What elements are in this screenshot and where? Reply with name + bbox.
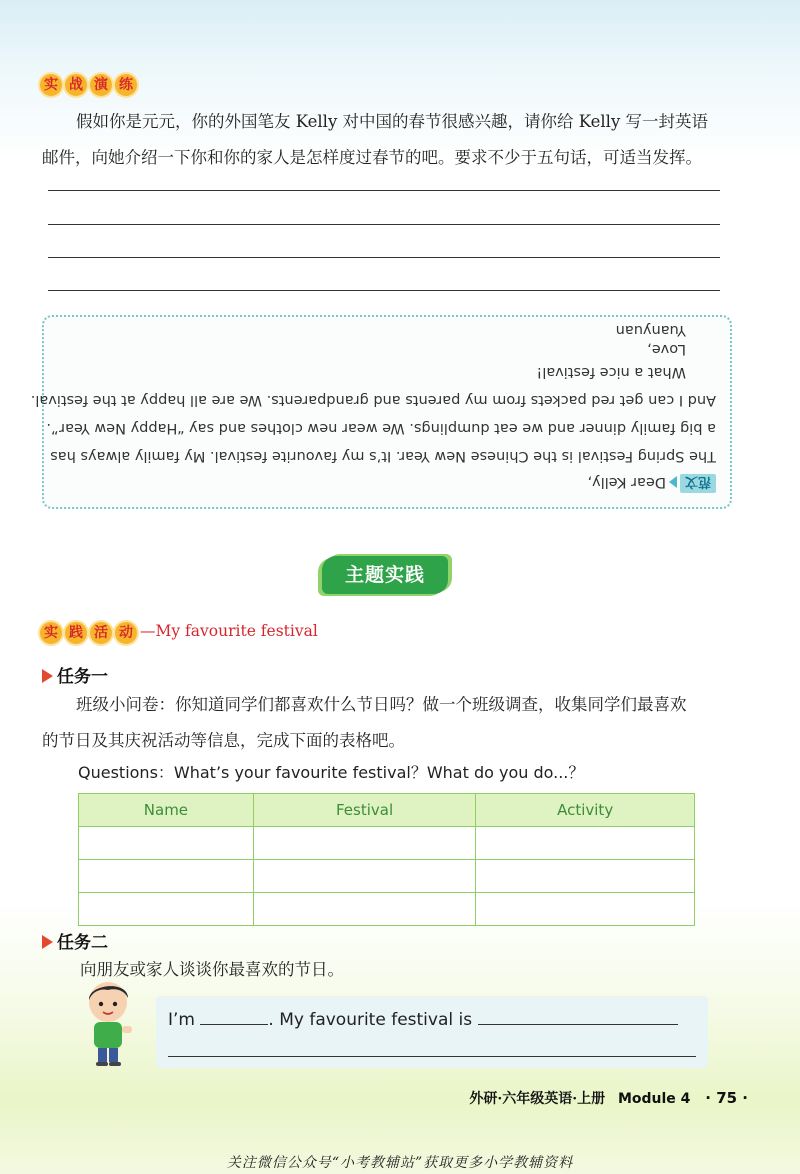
table-cell[interactable] <box>476 860 695 893</box>
model-line: And I can get red packets from my parents and grandparents. We are all happy at the festival. <box>30 392 716 408</box>
arrow-icon <box>669 476 677 488</box>
task-2-label: 任务二 <box>57 933 108 953</box>
model-closing: Love, <box>647 341 686 357</box>
table-cell[interactable] <box>253 827 475 860</box>
table-cell[interactable] <box>253 893 475 926</box>
model-greeting: Dear Kelly, <box>587 474 666 490</box>
survey-table <box>78 793 695 926</box>
header-char: 动 <box>115 622 137 644</box>
page-footer <box>469 1088 748 1108</box>
model-tag-row <box>587 474 716 493</box>
table-row <box>79 827 695 860</box>
task-1-text <box>42 687 762 759</box>
table-header-row <box>79 794 695 827</box>
task-1-line-1: 班级小问卷：你知道同学们都喜欢什么节日吗？做一个班级调查，收集同学们最喜欢 <box>76 695 687 714</box>
survey-question: Questions：What’s your favourite festival？What do you do...？ <box>78 763 585 782</box>
header-char: 战 <box>65 74 87 96</box>
writing-line[interactable] <box>48 290 720 291</box>
writing-prompt <box>42 104 762 176</box>
book-title: 外研·六年级英语·上册 <box>469 1091 606 1107</box>
task-1-heading <box>42 662 108 687</box>
task-2-heading <box>42 928 108 953</box>
model-line: The Spring Festival is the Chinese New Year. It’s my favourite festival. My family always has <box>50 448 716 464</box>
model-essay-box <box>30 315 732 509</box>
task-1-label: 任务一 <box>57 667 108 687</box>
table-cell[interactable] <box>79 860 254 893</box>
table-cell[interactable] <box>476 893 695 926</box>
table-cell[interactable] <box>79 827 254 860</box>
speech-answer-line[interactable] <box>168 1056 696 1057</box>
column-header-name: Name <box>79 794 254 827</box>
page-number: · 75 · <box>705 1089 748 1107</box>
triangle-icon <box>42 935 53 949</box>
task-2-text: 向朋友或家人谈谈你最喜欢的节日。 <box>80 960 344 979</box>
boy-illustration <box>78 978 138 1068</box>
model-signature: Yuanyuan <box>615 322 686 338</box>
speech-line-1 <box>168 1008 678 1030</box>
theme-banner: 主题实践 <box>322 556 448 594</box>
column-header-festival: Festival <box>253 794 475 827</box>
table-cell[interactable] <box>253 860 475 893</box>
model-essay-tag: 范文 <box>680 474 716 493</box>
watermark-text: 关注微信公众号“小考教辅站”获取更多小学教辅资料 <box>226 1155 574 1171</box>
writing-line[interactable] <box>48 224 720 225</box>
prompt-line-2: 邮件，向她介绍一下你和你的家人是怎样度过春节的吧。要求不少于五句话，可适当发挥。 <box>42 148 702 167</box>
activity-title: —My favourite festival <box>140 622 318 640</box>
model-line: What a nice festival! <box>536 364 686 380</box>
festival-blank[interactable] <box>478 1008 678 1025</box>
section-header-activity <box>40 622 318 644</box>
writing-line[interactable] <box>48 190 720 191</box>
header-char: 实 <box>40 74 62 96</box>
model-essay-rotated <box>30 317 730 507</box>
task-1-line-2: 的节日及其庆祝活动等信息，完成下面的表格吧。 <box>42 731 405 750</box>
table-row <box>79 860 695 893</box>
section-header-practice <box>40 74 140 96</box>
speech-prefix: I’m <box>168 1010 195 1030</box>
header-char: 练 <box>115 74 137 96</box>
table-cell[interactable] <box>476 827 695 860</box>
triangle-icon <box>42 669 53 683</box>
speech-middle: . My favourite festival is <box>268 1010 473 1030</box>
header-char: 践 <box>65 622 87 644</box>
speech-bubble <box>156 996 708 1068</box>
name-blank[interactable] <box>200 1008 268 1025</box>
writing-line[interactable] <box>48 257 720 258</box>
prompt-line-1: 假如你是元元，你的外国笔友 Kelly 对中国的春节很感兴趣，请你给 Kelly 写一封英语 <box>76 112 709 131</box>
model-line: a big family dinner and we eat dumplings. We wear new clothes and say “Happy New Year”. <box>46 420 716 436</box>
table-row <box>79 893 695 926</box>
table-cell[interactable] <box>79 893 254 926</box>
column-header-activity: Activity <box>476 794 695 827</box>
module-label: Module 4 <box>617 1091 691 1107</box>
header-char: 实 <box>40 622 62 644</box>
header-char: 演 <box>90 74 112 96</box>
header-char: 活 <box>90 622 112 644</box>
